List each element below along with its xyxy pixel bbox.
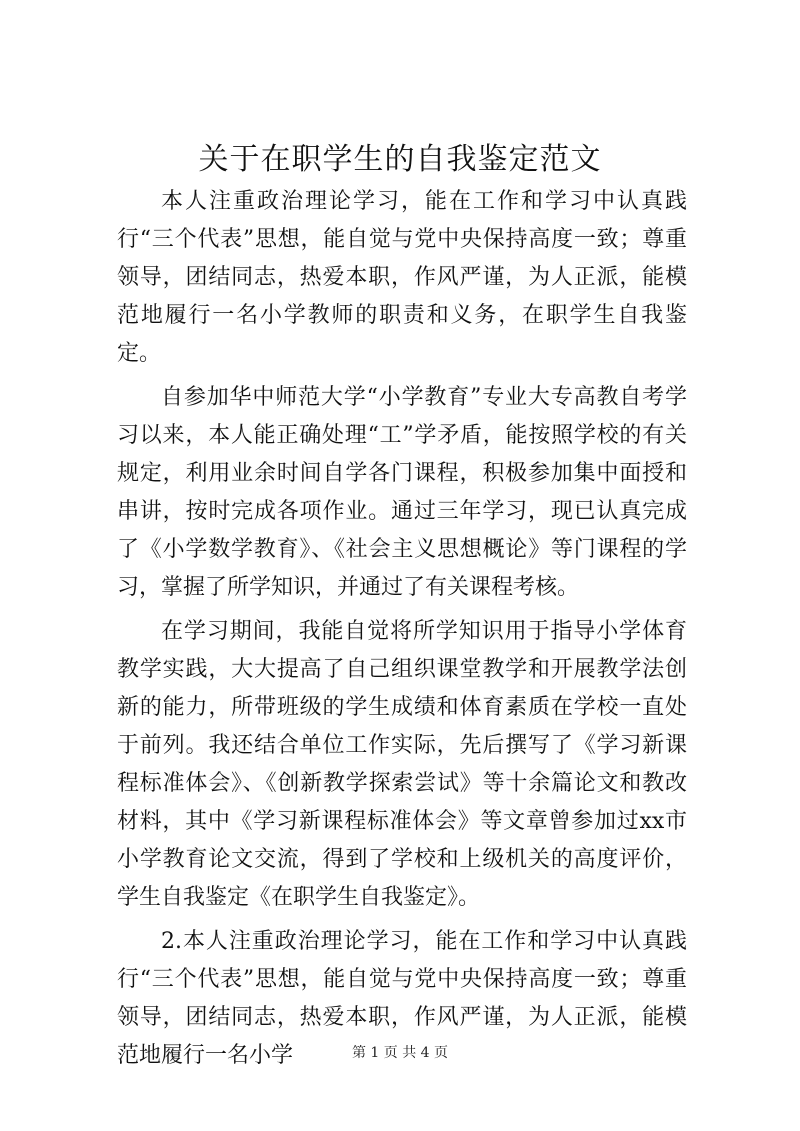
paragraph-2: 自参加华中师范大学“小学教育”专业大专高教自考学习以来，本人能正确处理“工”学矛盾，能按照学校的有关规定，利用业余时间自学各门课程，积极参加集中面授和串讲，按时完成各项作业。通过三年学习，现已认真完成了《小学数学教育》、《社会主义思想概论》等门课程的学习，掌握了所学知识，并通过了有关课程考核。: [117, 385, 687, 600]
paragraph-1: 本人注重政治理论学习，能在工作和学习中认真践行“三个代表”思想，能自觉与党中央保持高度一致；尊重领导，团结同志，热爱本职，作风严谨，为人正派，能模范地履行一名小学教师的职责和义务，在职学生自我鉴定。: [117, 189, 687, 366]
page-footer: 第 1 页 共 4 页: [351, 1045, 449, 1061]
paragraph-4: 2.本人注重政治理论学习，能在工作和学习中认真践行“三个代表”思想，能自觉与党中央保持高度一致；尊重领导，团结同志，热爱本职，作风严谨，为人正派，能模范地履行一名小学: [117, 929, 687, 1068]
document-body: [117, 183, 687, 1075]
paragraph-3: 在学习期间，我能自觉将所学知识用于指导小学体育教学实践，大大提高了自己组织课堂教学和开展教学法创新的能力，所带班级的学生成绩和体育素质在学校一直处于前列。我还结合单位工作实际，先后撰写了《学习新课程标准体会》、《创新教学探索尝试》等十余篇论文和教改材料，其中《学习新课程标准体会》等文章曾参加过xx市小学教育论文交流，得到了学校和上级机关的高度评价，学生自我鉴定《在职学生自我鉴定》。: [117, 619, 687, 910]
document-title: 关于在职学生的自我鉴定范文: [198, 142, 602, 177]
